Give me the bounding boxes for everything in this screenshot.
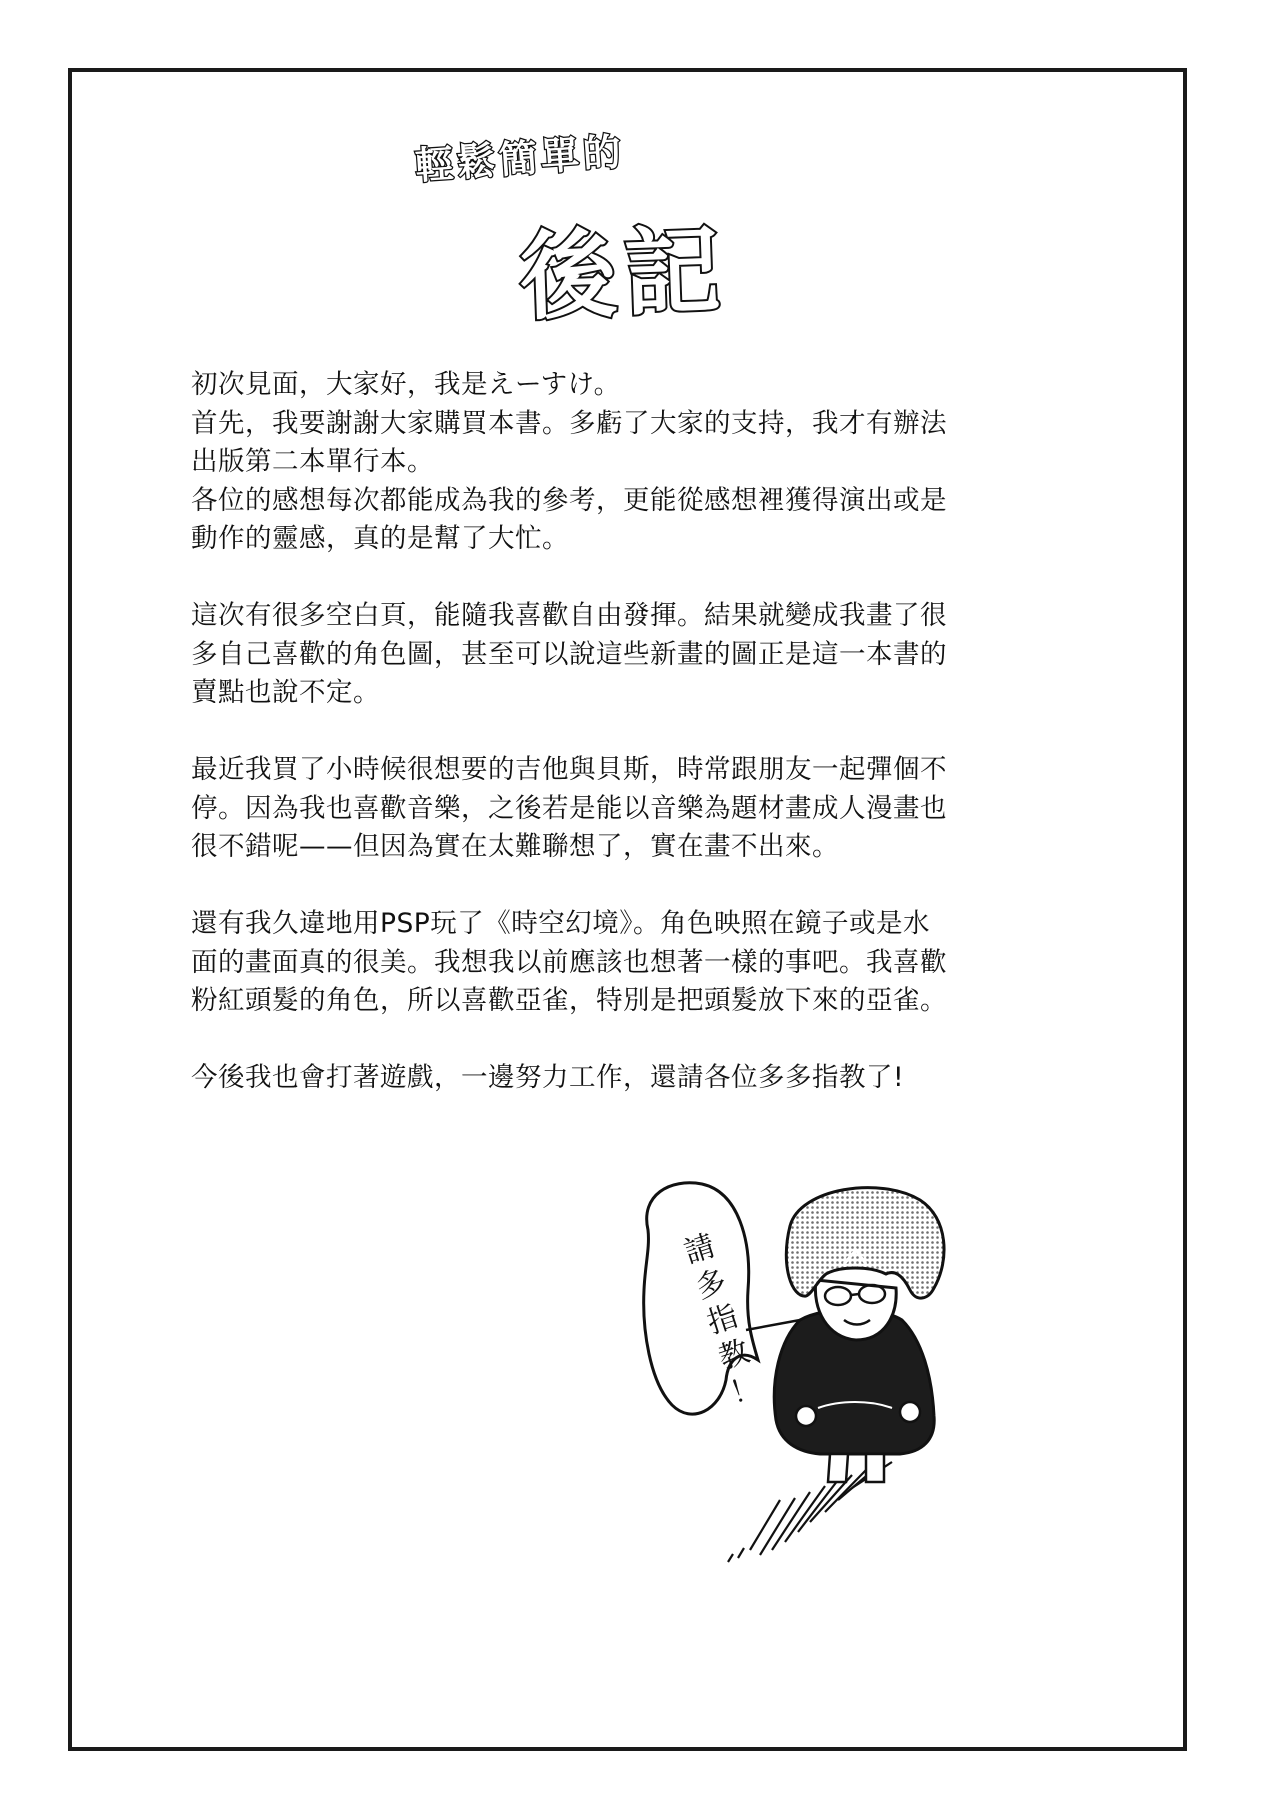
paragraph-2: [191, 597, 1071, 713]
text-line: 各位的感想每次都能成為我的參考，更能從感想裡獲得演出或是: [191, 484, 947, 516]
text-line: 面的畫面真的很美。我想我以前應該也想著一樣的事吧。我喜歡: [191, 946, 947, 978]
bubble-char: 多: [691, 1263, 731, 1307]
text-line: 賣點也說不定。: [191, 677, 380, 708]
bubble-char: 請: [680, 1228, 720, 1271]
text-line: 很不錯呢——但因為實在太難聯想了，實在畫不出來。: [191, 831, 839, 862]
text-line: 最近我買了小時候很想要的吉他與貝斯，時常跟朋友一起彈個不: [191, 754, 947, 785]
paragraph-4: [191, 905, 1071, 1021]
text-line: 初次見面，大家好，我是えーすけ。: [191, 369, 621, 400]
text-line: 粉紅頭髮的角色，所以喜歡亞雀，特別是把頭髮放下來的亞雀。: [191, 985, 947, 1016]
heading-title: 後記: [518, 214, 731, 334]
paragraph-1: [191, 366, 1071, 559]
text-line: 今後我也會打著遊戲，一邊努力工作，還請各位多多指教了!: [191, 1062, 905, 1093]
text-line: 出版第二本單行本。: [191, 446, 434, 477]
text-line: 停。因為我也喜歡音樂，之後若是能以音樂為題材畫成人漫畫也: [191, 792, 947, 824]
bubble-char: 指: [702, 1298, 743, 1342]
text-line: 動作的靈感，真的是幫了大忙。: [191, 523, 569, 554]
right-hand-icon: [900, 1402, 920, 1422]
afterword-body: [191, 366, 1071, 1098]
paragraph-3: [191, 751, 1071, 867]
bubble-char: ！: [725, 1369, 766, 1412]
bubble-char: 教: [714, 1333, 754, 1377]
hair-icon: [786, 1188, 944, 1298]
text-line: 首先，我要謝謝大家購買本書。多虧了大家的支持，我才有辦法: [191, 407, 947, 439]
text-line: 還有我久違地用PSP玩了《時空幻境》。角色映照在鏡子或是水: [191, 908, 931, 939]
paragraph-5: [191, 1059, 1071, 1098]
left-hand-icon: [796, 1406, 816, 1426]
text-line: 這次有很多空白頁，能隨我喜歡自由發揮。結果就變成我畫了很: [191, 600, 947, 631]
text-line: 多自己喜歡的角色圖，甚至可以說這些新畫的圖正是這一本書的: [191, 638, 947, 670]
legs-icon: [828, 1454, 884, 1482]
heading-subtitle: 輕鬆簡單的: [413, 129, 627, 188]
